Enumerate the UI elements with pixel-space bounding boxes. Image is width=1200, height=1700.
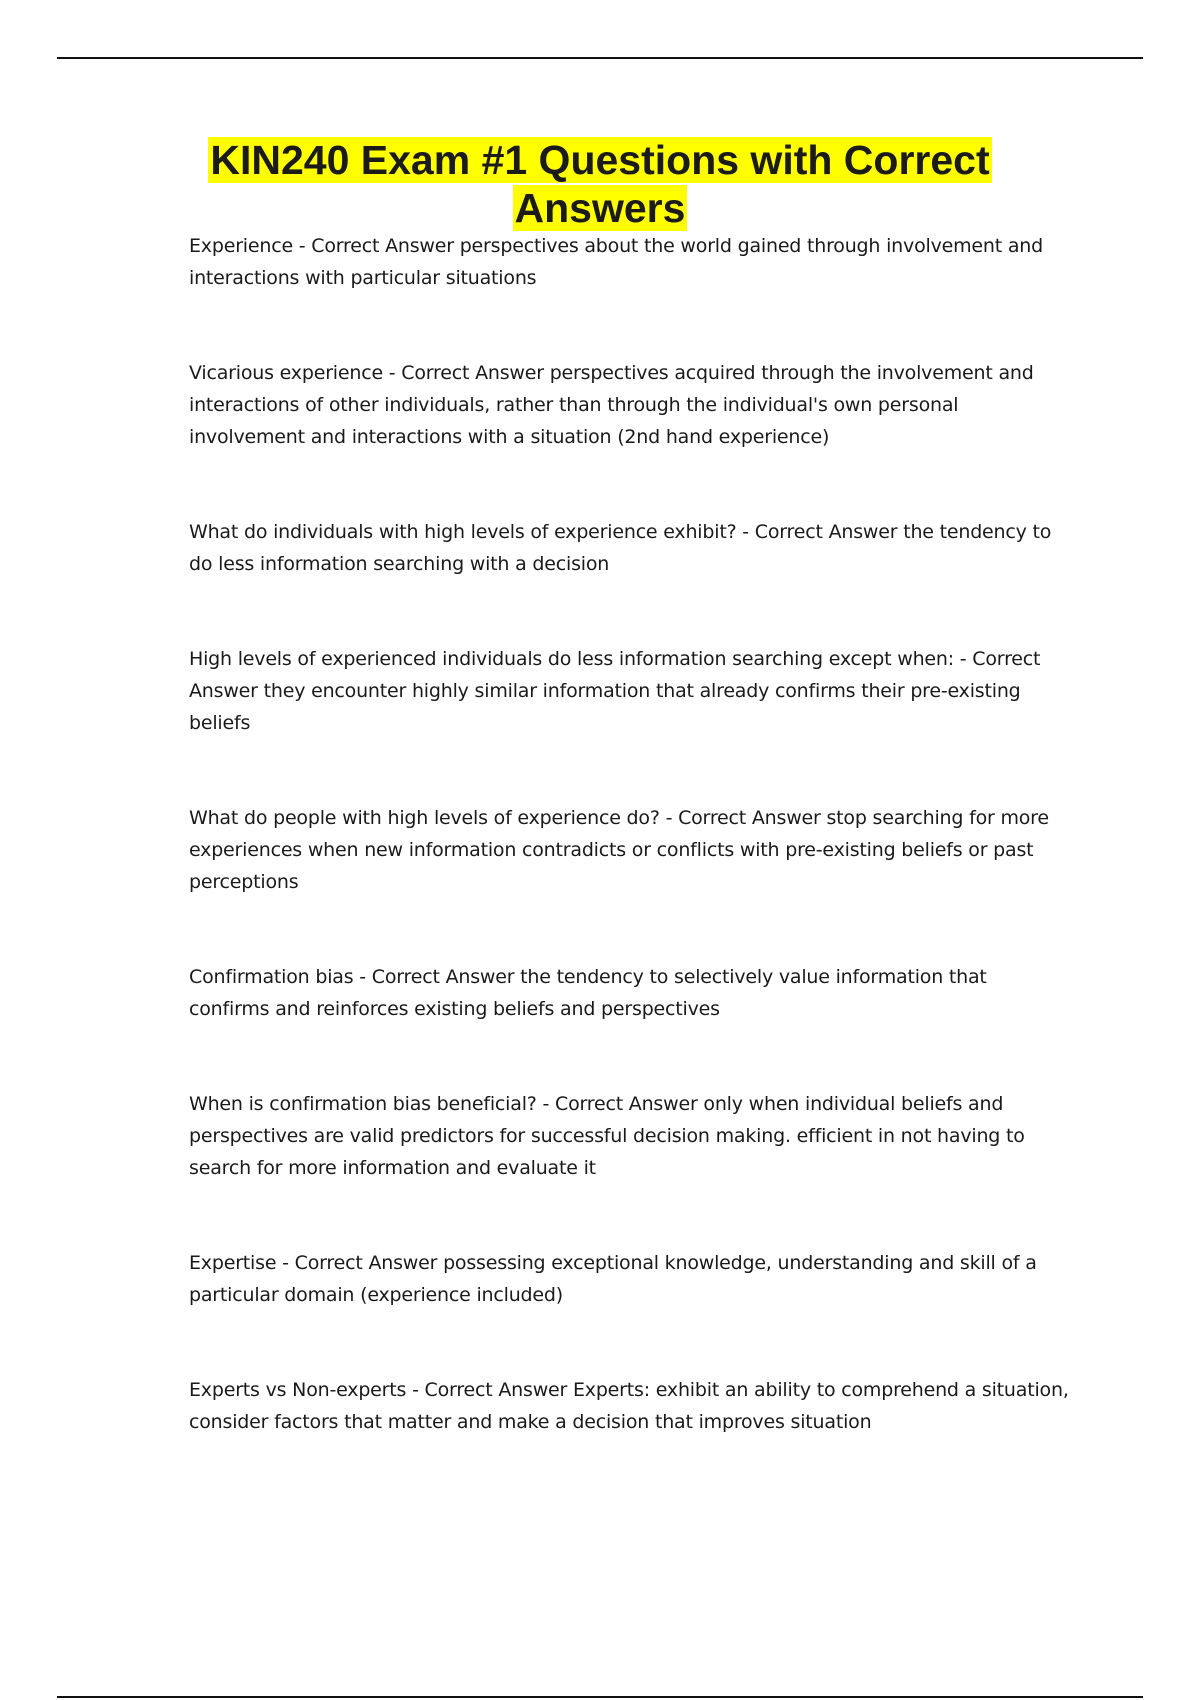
entry-experience: Experience - Correct Answer perspectives about the world gained through involvement and interactions with particular situations [189,235,1043,289]
entry-confirmation-bias: Confirmation bias - Correct Answer the tendency to selectively value information that confirms and reinforces existing beliefs and perspectives [189,966,987,1020]
entry-high-experience-do: What do people with high levels of experience do? - Correct Answer stop searching for more experiences when new information contradicts or conflicts with pre-existing beliefs or past perceptions [189,807,1049,893]
entry-vicarious-experience: Vicarious experience - Correct Answer perspectives acquired through the involvement and interactions of other individuals, rather than through the individual's own personal involvement and interactions with a situation (2nd hand experience) [189,362,1034,448]
document-title [150,136,1050,232]
entry-list [189,230,1069,1501]
entry-expertise: Expertise - Correct Answer possessing exceptional knowledge, understanding and skill of a particular domain (experience included) [189,1252,1037,1306]
entry-experts-vs-non-experts: Experts vs Non-experts - Correct Answer Experts: exhibit an ability to comprehend a situation, consider factors that matter and make a decision that improves situation [189,1379,1069,1433]
title-block [150,136,1050,232]
header-rule [57,57,1143,59]
title-highlight: KIN240 Exam #1 Questions with Correct Answers [210,137,990,231]
footer-rule [57,1696,1143,1698]
entry-confirmation-bias-beneficial: When is confirmation bias beneficial? - Correct Answer only when individual beliefs and perspectives are valid predictors for successful decision making. efficient in not having to search for more information and evaluate it [189,1093,1025,1179]
entry-information-searching-exception: High levels of experienced individuals do less information searching except when: - Correct Answer they encounter highly similar information that already confirms their pre-existing beliefs [189,648,1041,734]
entry-high-experience-exhibit: What do individuals with high levels of experience exhibit? - Correct Answer the tendency to do less information searching with a decision [189,521,1052,575]
